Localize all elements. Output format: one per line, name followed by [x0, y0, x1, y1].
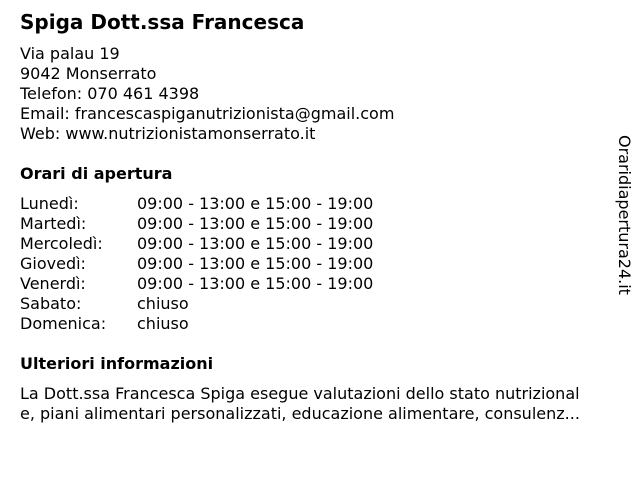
day-hours: 09:00 - 13:00 e 15:00 - 19:00	[137, 194, 374, 213]
more-info-line: e, piani alimentari personalizzati, educazione alimentare, consulenz...	[20, 404, 580, 423]
day-label: Lunedì:	[20, 194, 79, 213]
day-hours: 09:00 - 13:00 e 15:00 - 19:00	[137, 254, 374, 273]
day-hours: 09:00 - 13:00 e 15:00 - 19:00	[137, 214, 374, 233]
day-label: Giovedì:	[20, 254, 86, 273]
day-label: Domenica:	[20, 314, 107, 333]
day-hours: 09:00 - 13:00 e 15:00 - 19:00	[137, 274, 374, 293]
day-hours: chiuso	[137, 314, 189, 333]
day-label: Venerdì:	[20, 274, 86, 293]
email: Email: francescaspiganutrizionista@gmail.com	[20, 104, 395, 123]
day-label: Martedì:	[20, 214, 87, 233]
day-hours: 09:00 - 13:00 e 15:00 - 19:00	[137, 234, 374, 253]
business-name: Spiga Dott.ssa Francesca	[20, 10, 305, 34]
contact-block	[20, 44, 394, 144]
site-watermark: Oraridiapertura24.it	[615, 135, 634, 295]
more-info-line: La Dott.ssa Francesca Spiga esegue valutazioni dello stato nutrizional	[20, 384, 580, 403]
website: Web: www.nutrizionistamonserrato.it	[20, 124, 316, 143]
day-label: Mercoledì:	[20, 234, 103, 253]
more-info-text	[20, 384, 630, 424]
phone: Telefon: 070 461 4398	[20, 84, 200, 103]
day-label: Sabato:	[20, 294, 82, 313]
address: Via palau 19	[20, 44, 120, 63]
day-hours: chiuso	[137, 294, 189, 313]
opening-hours-heading: Orari di apertura	[20, 164, 173, 183]
city: 9042 Monserrato	[20, 64, 157, 83]
more-info-heading: Ulteriori informazioni	[20, 354, 214, 373]
